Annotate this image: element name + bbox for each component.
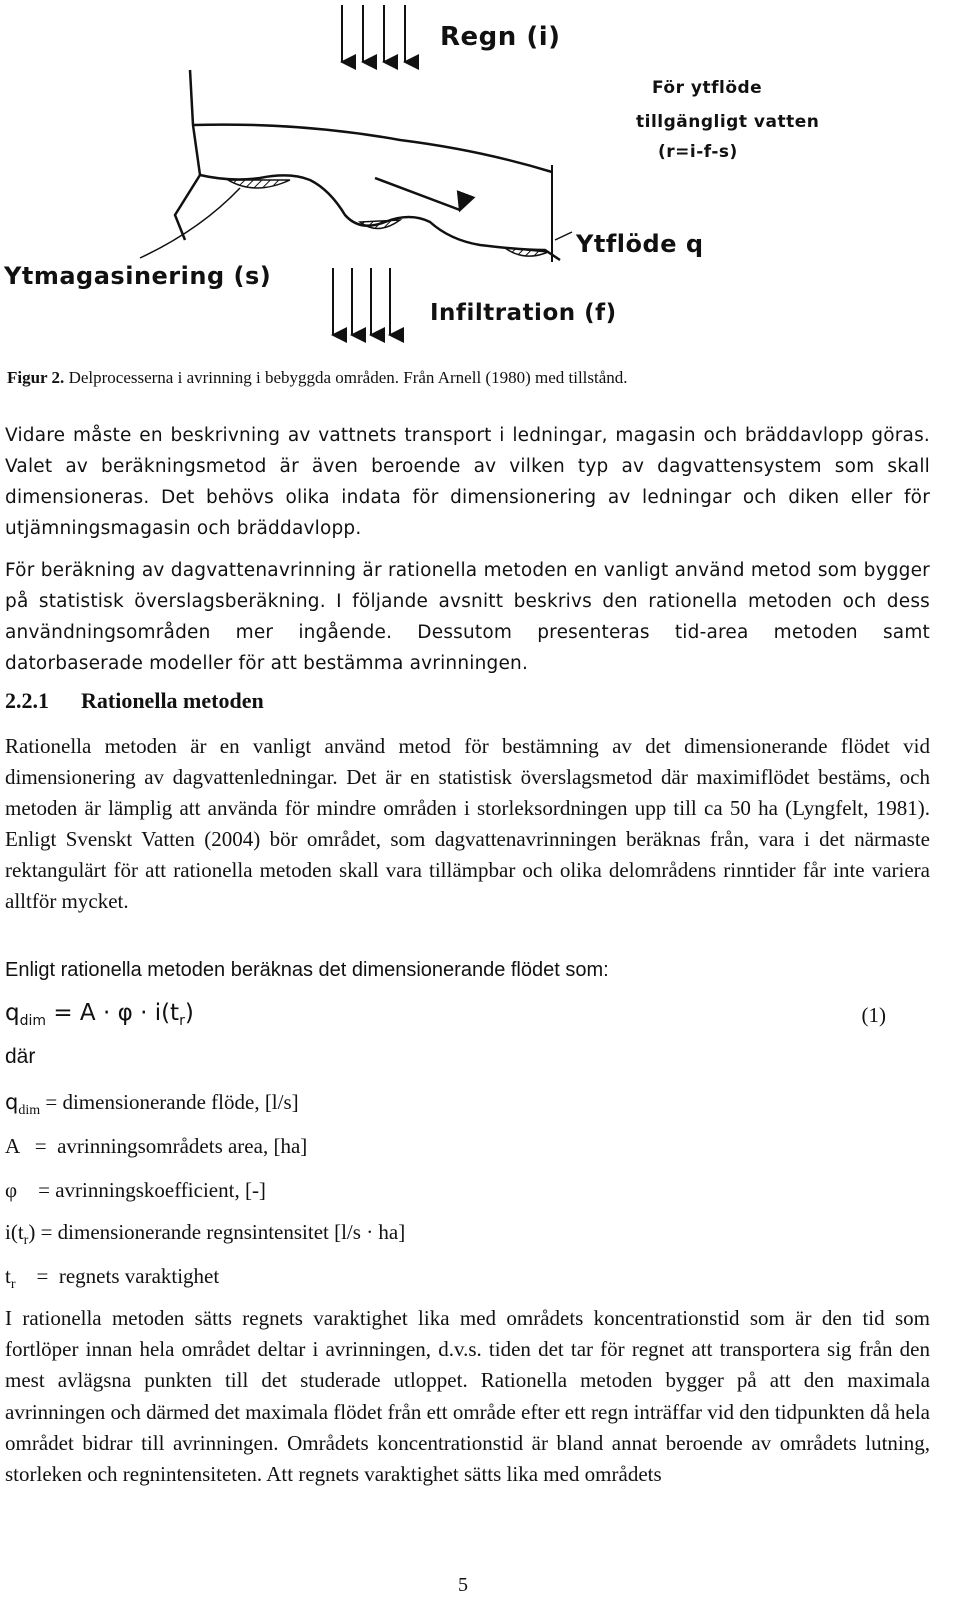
- rain-label: Regn (i): [440, 22, 561, 52]
- definition-duration: $t_r$ = regnets varaktighet: [5, 1264, 220, 1292]
- paragraph-2: För beräkning av dagvattenavrinning är rationella metoden en vanligt använd metod som bygger på statistisk överslagsberäkning. I följande avsnitt beskrivs den rationella metoden och dess användningsområden mer ingående. Dessutom presenteras tid-area metoden samt datorbaserade modeller för att bestämma avrinningen.: [5, 560, 930, 674]
- caption-text: Delprocesserna i avrinning i bebyggda områden. Från Arnell (1980) med tillstånd.: [68, 368, 628, 387]
- definition-qdim: $q_{dim}$ = dimensionerande flöde, [l/s]: [5, 1090, 299, 1118]
- caption-label: Figur 2.: [7, 368, 65, 387]
- where-label: där: [5, 1045, 36, 1068]
- available-water-line-1: För ytflöde: [652, 78, 763, 98]
- depression-1: [228, 180, 290, 188]
- paragraph-5: I rationella metoden sätts regnets varaktighet lika med områdets koncentrationstid som är den tid som fortlöper innan hela området deltar i avrinningen, d.v.s. tiden det tar för regnet att transportera sig från den mest avlägsna punkten till det studerade utloppet. Rationella metoden bygger på att den maximala avrinningen och därmed det maximala flödet från ett område efter ett regn inträffar vid den tidpunkten då hela området bidrar till avrinningen. Områdets koncentrationstid är bland annat beroende av områdets lutning, storleken och regnintensiteten. Att regnets varaktighet sätts lika med områdets: [5, 1306, 930, 1487]
- available-water-line-3: (r=i-f-s): [658, 142, 738, 162]
- section-number: 2.2.1: [5, 688, 49, 713]
- infiltration-label: Infiltration (f): [430, 300, 617, 326]
- section-heading: [5, 688, 264, 714]
- slope-top: [193, 125, 552, 172]
- rain-arrows: [342, 5, 405, 62]
- surface-flow-label: Ytflöde q: [576, 230, 704, 258]
- eq-lhs: q: [5, 1000, 20, 1026]
- eq-rhs-sub: r: [179, 1013, 185, 1029]
- eq-lhs-sub: dim: [19, 1013, 47, 1029]
- storage-label: Ytmagasinering (s): [4, 262, 272, 290]
- definition-intensity: $i(t_r)$ = dimensionerande regnsintensitet [l/s · ha]: [5, 1220, 406, 1248]
- paragraph-4: Enligt rationella metoden beräknas det dimensionerande flödet som:: [5, 959, 609, 981]
- storage-pointer: [140, 188, 240, 258]
- paragraph-1: Vidare måste en beskrivning av vattnets transport i ledningar, magasin och bräddavlopp göras. Valet av beräkningsmetod är även beroende av vilken typ av dagvattensystem som skall dimensioneras. Det behövs olika indata för dimensionering av ledningar och diken eller för utjämningsmagasin och bräddavlopp.: [5, 425, 930, 539]
- paragraph-3: Rationella metoden är en vanligt använd metod för bestämning av det dimensionerande flödet vid dimensionering av dagvattenledningar. Det är en statistisk överslagsmetod där maximiflödet bestäms, och metoden är lämplig att använda för mindre områden i storleksordningen upp till ca 50 ha (Lyngfelt, 1981). Enligt Svenskt Vatten (2004) bör området, som dagvattenavrinningen beräknas från, vara i det närmaste rektangulärt för att rationella metoden skall vara tillämpbar och olika delområdens rinntider får inte variera alltför mycket.: [5, 734, 930, 913]
- runoff-figure: [0, 0, 960, 360]
- available-water-line-2: tillgängligt vatten: [636, 112, 820, 132]
- section-title: Rationella metoden: [81, 688, 264, 713]
- page-number: 5: [458, 1574, 468, 1596]
- equation: [5, 1000, 194, 1029]
- definition-phi: φ = avrinningskoefficient, [-]: [5, 1178, 266, 1202]
- equation-number: (1): [861, 1003, 886, 1027]
- figure-caption: [7, 368, 628, 388]
- definition-area: A = avrinningsområdets area, [ha]: [5, 1134, 308, 1158]
- infiltration-arrows: [333, 268, 390, 335]
- eq-rhs-end: ): [184, 1000, 194, 1026]
- flow-arrow: [375, 178, 460, 210]
- depression-2: [360, 220, 400, 229]
- left-wall: [175, 70, 200, 240]
- surfaceflow-pointer: [555, 232, 572, 240]
- eq-rhs: = A · φ · i(t: [53, 1000, 180, 1026]
